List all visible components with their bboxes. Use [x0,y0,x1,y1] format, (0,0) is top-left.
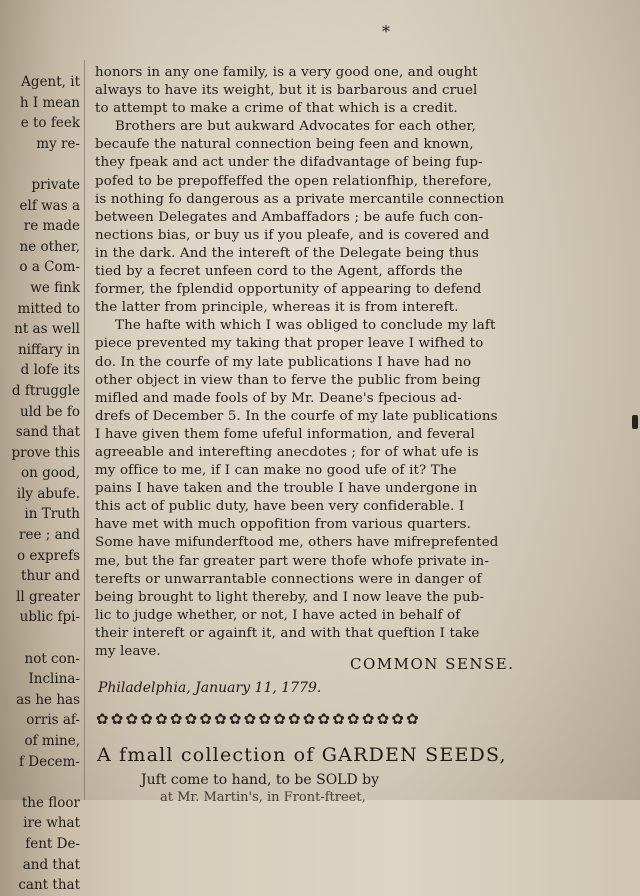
left-column-line: ublic fpi- [19,609,80,626]
left-column-line: ne other, [19,238,80,255]
main-article-column [95,64,547,661]
left-column-line: thur and [21,568,80,585]
left-column-line: as he has [16,691,80,708]
ornament-divider: ✿✿✿✿✿✿✿✿✿✿✿✿✿✿✿✿✿✿✿✿✿✿ [96,710,421,728]
article-line: my leave. [95,644,161,659]
left-column-line: d lofe its [20,362,80,379]
left-column-line: in Truth [24,506,80,523]
article-line: they fpeak and act under the difadvantage of being fup- [95,155,483,171]
left-column-line: prove this [11,444,80,461]
left-column-line: elf was a [19,197,80,214]
left-column-line: Agent, it [21,74,80,90]
left-column-line: private [31,176,80,193]
article-line: The hafte with which I was obliged to conclude my laft [115,318,496,334]
article-line: tied by a fecret unfeen cord to the Agent, affords the [95,264,463,280]
article-line: between Delegates and Ambaffadors ; be aufe fuch con- [95,209,484,225]
left-column-line [0,154,80,175]
article-line: Some have mifunderftood me, others have mifreprefented [95,535,499,551]
left-column-fragment [0,72,80,896]
left-column-line: uld be fo [20,403,80,420]
left-column-line: sand that [15,424,80,441]
article-line: nections bias, or buy us if you pleafe, and is covered and [95,227,490,243]
left-column-line [0,772,80,793]
left-column-line: ree ; and [19,527,80,544]
left-column-line: the floor [21,794,80,811]
article-line: the latter from principle, whereas it is from intereft. [95,300,459,316]
article-line: becaufe the natural connection being feen and known, [95,137,474,153]
advertisement-line: at Mr. Martin's, in Front-ftreet, [160,790,366,805]
left-column-line: and that [22,856,80,873]
left-column-line: my re- [36,135,80,152]
article-line: their intereft or againft it, and with that queftion I take [95,625,480,641]
article-line: terefts or unwarrantable connections were in danger of [95,571,482,587]
left-column-line: cant that [18,877,80,894]
left-column-line: ll greater [16,588,80,605]
article-line: in the dark. And the intereft of the Delegate being thus [95,245,479,261]
article-line: being brought to light thereby, and I now leave the pub- [95,589,485,605]
article-line: former, the fplendid opportunity of appearing to defend [95,282,482,298]
advertisement-heading: A fmall collection of GARDEN SEEDS, [97,744,507,766]
article-line: Brothers are but aukward Advocates for each other, [115,119,476,135]
left-column-line: re made [23,218,80,235]
left-column-line: Inclina- [28,671,80,688]
article-line: is nothing fo dangerous as a private mercantile connection [95,191,505,207]
article-line: I have given them fome ufeful information, and feveral [95,426,475,442]
article-line: lic to judge whether, or not, I have acted in behalf of [95,607,461,623]
left-column-line: on good, [21,465,80,482]
left-column-line: d ftruggle [11,382,80,399]
signature: COMMON SENSE. [350,655,515,673]
left-column-line: orris af- [26,712,80,729]
dateline: Philadelphia, January 11, 1779. [98,680,322,696]
left-column-line: of mine, [24,733,80,749]
left-column-line: o exprefs [16,547,80,564]
left-column-line: fent De- [25,835,80,852]
left-column-line: h I mean [19,94,80,111]
article-line: have met with much oppofition from various quarters. [95,517,472,533]
left-column-line: nt as well [14,321,80,338]
left-column-line: e to feek [20,115,80,132]
article-line: pains I have taken and the trouble I have undergone in [95,481,478,497]
article-line: to attempt to make a crime of that which is a credit. [95,101,458,117]
article-line: do. In the courfe of my late publications I have had no [95,354,472,370]
left-column-line: we fink [30,279,80,296]
article-line: this act of public duty, have been very confiderable. I [95,499,465,515]
left-column-line: o a Com- [19,259,80,276]
left-column-line: f Decem- [18,753,80,770]
article-line: piece prevented my taking that proper leave I wifhed to [95,336,484,352]
article-line: me, but the far greater part were thofe whofe private in- [95,553,489,569]
article-line: other object in view than to ferve the public from being [95,372,481,388]
left-column-line: ily abufe. [16,485,80,502]
left-column-line: mitted to [17,300,80,317]
article-line: mifled and made fools of by Mr. Deane's fpecious ad- [95,390,463,406]
column-divider [84,60,85,800]
article-line: my office to me, if I can make no good ufe of it? The [95,463,457,479]
left-column-line [0,628,80,649]
advertisement-subheading: Juft come to hand, to be SOLD by [141,772,380,788]
left-column-line: niffary in [17,341,80,358]
article-line: pofed to be prepoffeffed the open relationfhip, therefore, [95,173,492,189]
article-line: honors in any one family, is a very good one, and ought [95,65,478,80]
left-column-line: ire what [23,815,80,832]
article-line: agreeable and interefting anecdotes ; for of what ufe is [95,444,479,460]
ornament-asterisk: * [382,22,390,41]
page-edge-mark [632,415,638,429]
left-column-line: not con- [24,650,80,667]
article-line: drefs of December 5. In the courfe of my late publications [95,408,498,424]
article-line: always to have its weight, but it is barbarous and cruel [95,83,478,99]
